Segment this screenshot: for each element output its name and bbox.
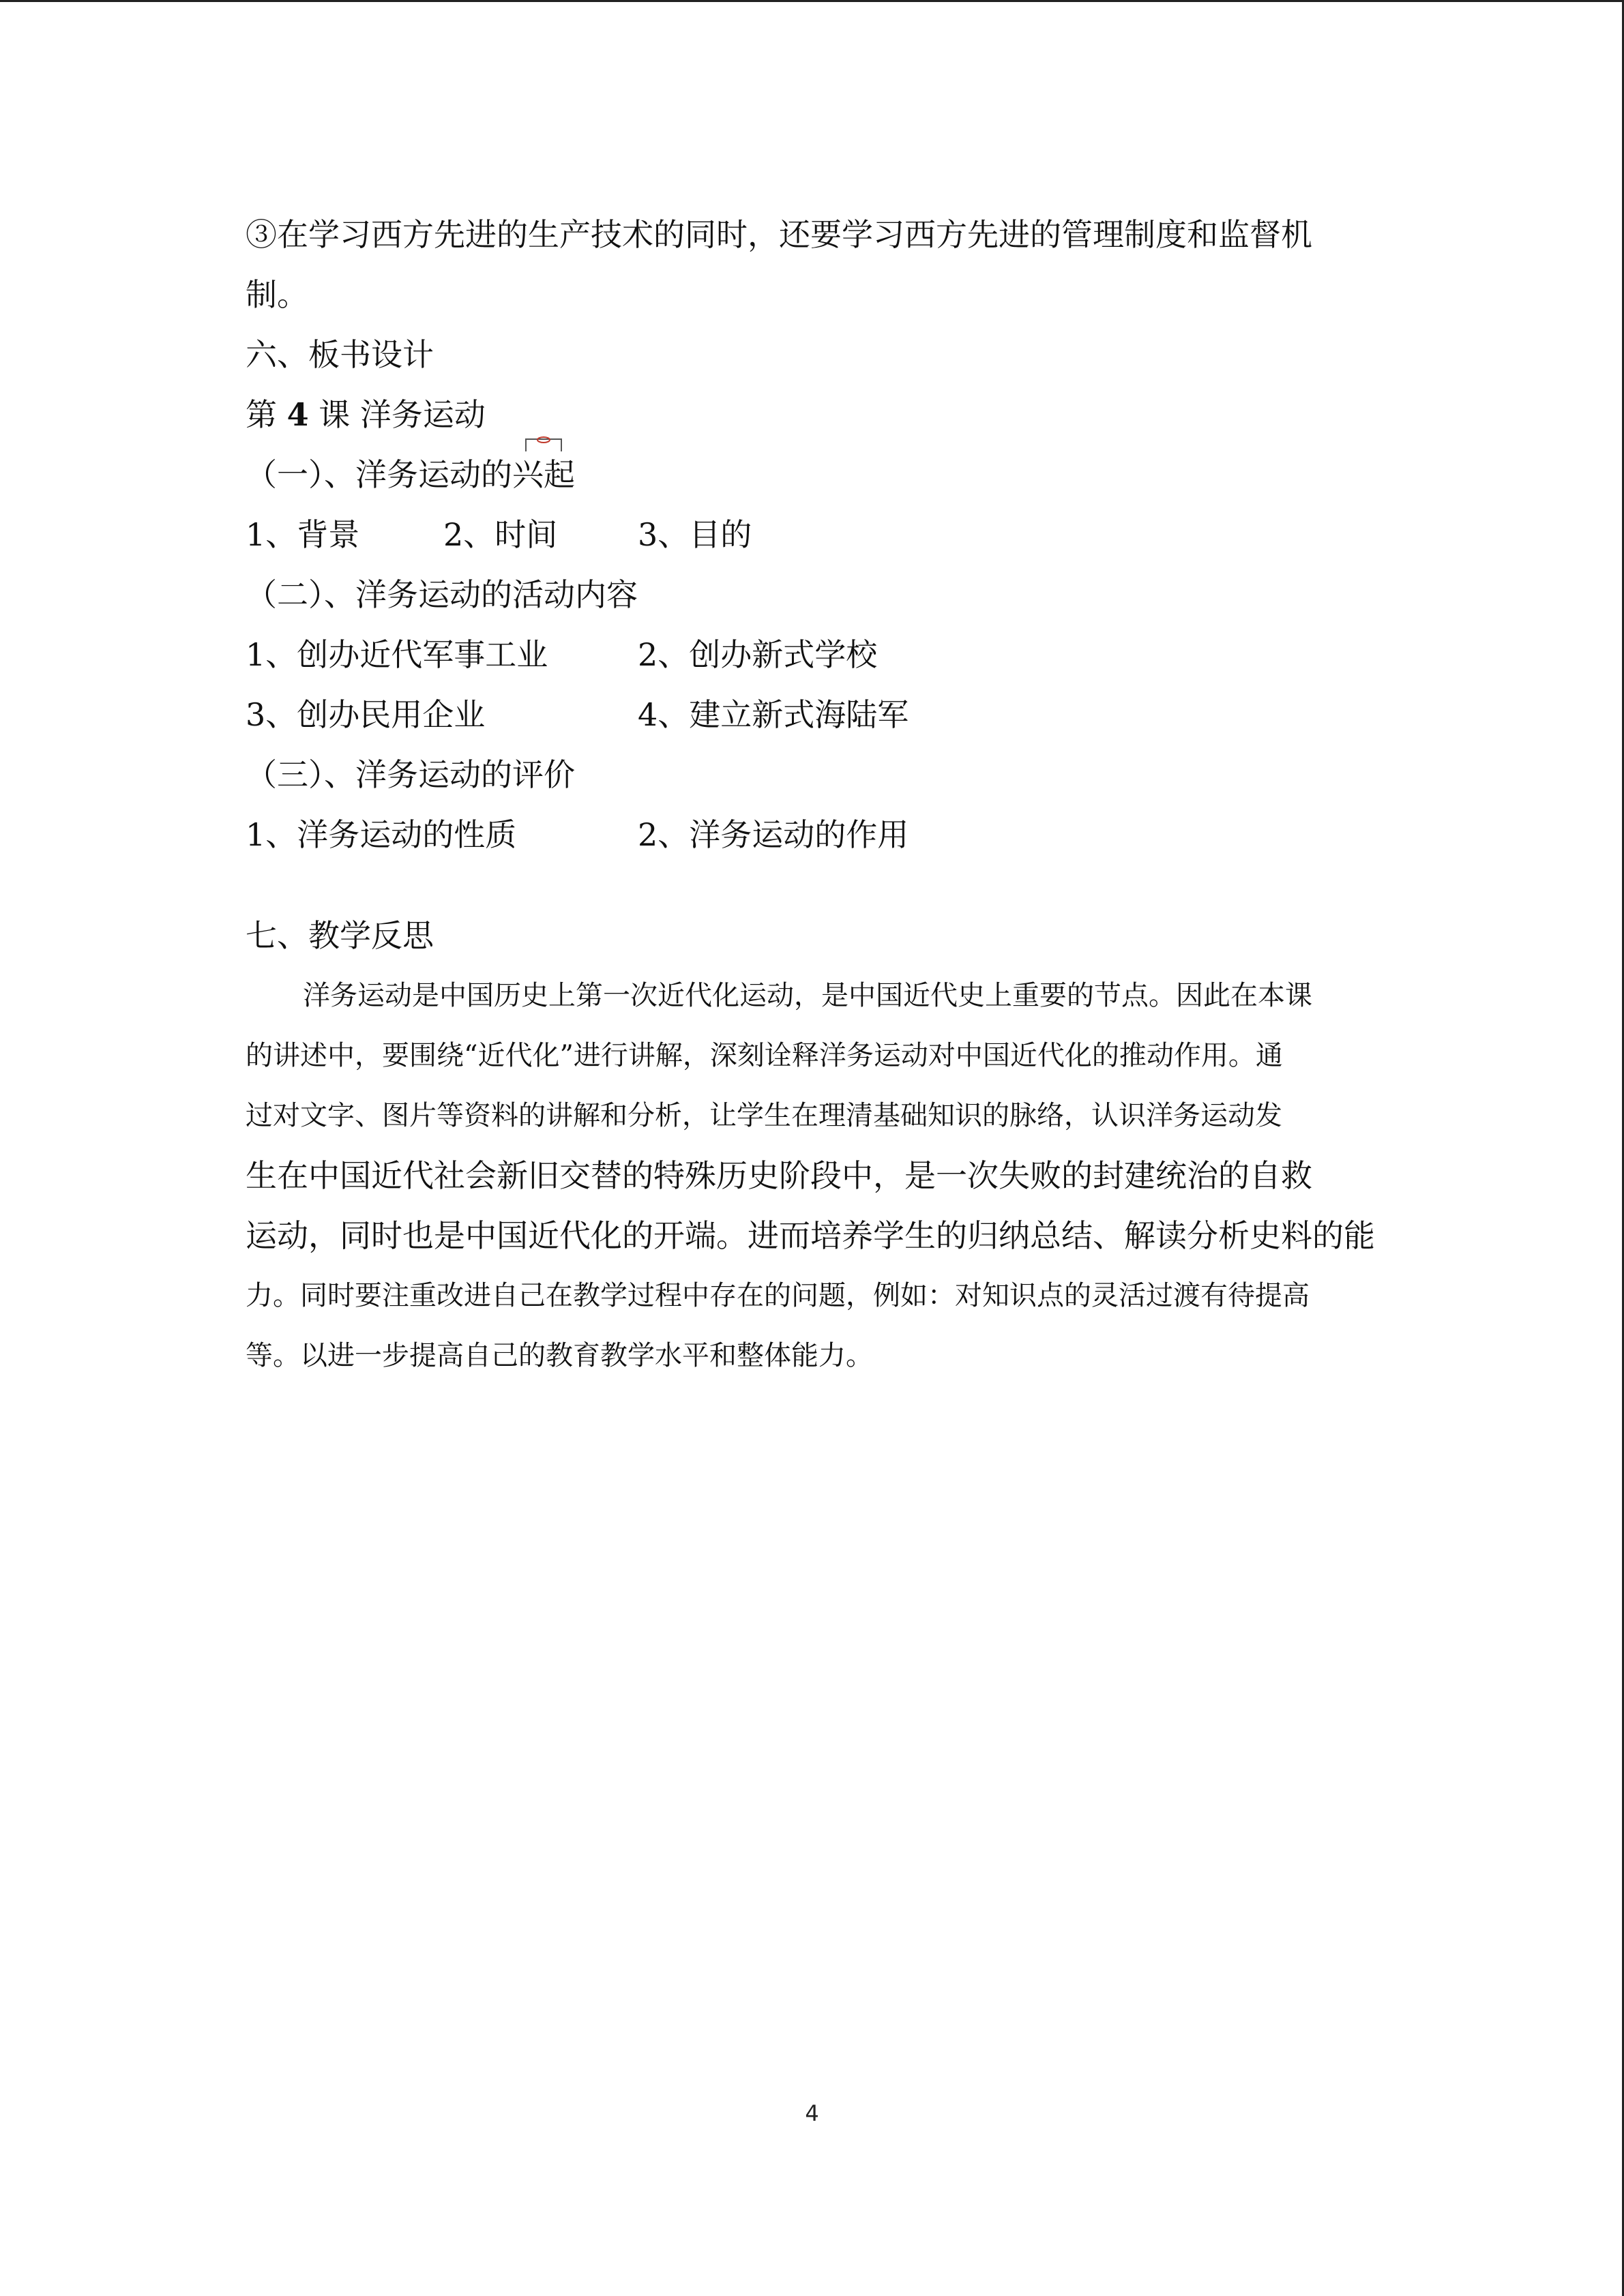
part-1-items [246,505,1378,565]
reflection-line-3: 过对文字、图片等资料的讲解和分析，让学生在理清基础知识的脉络，认识洋务运动发 [246,1100,1282,1131]
section-gap [246,865,1378,906]
section-6-heading: 六、板书设计 [246,336,434,373]
reflection-line-4: 生在中国近代社会新旧交替的特殊历史阶段中，是一次失败的封建统治的自救 [246,1157,1312,1194]
part-1-item-3: 3、目的 [638,516,752,553]
part-3-item-2: 2、洋务运动的作用 [638,816,909,853]
part-2-item-3: 3、创办民用企业 [246,696,486,733]
part-2-items-row-2 [246,685,1378,745]
reflection-line-6: 力。同时要注重改进自己在教学过程中存在的问题，例如：对知识点的灵活过渡有待提高 [246,1280,1310,1311]
reflection-line-5: 运动，同时也是中国近代化的开端。进而培养学生的归纳总结、解读分析史料的能 [246,1217,1375,1254]
document-body [246,205,1378,1386]
part-1-heading: （一）、洋务运动的兴起 [246,456,575,493]
part-1-item-2: 2、时间 [443,516,558,553]
part-2-heading: （二）、洋务运动的活动内容 [246,576,638,613]
part-3-item-1: 1、洋务运动的性质 [246,816,517,853]
lesson-title [246,385,1378,445]
part-3-heading: （三）、洋务运动的评价 [246,756,575,793]
lesson-suffix: 课 洋务运动 [308,396,486,433]
reflection-line-7: 等。以进一步提高自己的教育教学水平和整体能力。 [246,1340,873,1371]
stamp-icon [523,412,564,431]
section-7-heading: 七、教学反思 [246,917,434,954]
reflection-line-2: 的讲述中，要围绕“近代化”进行讲解，深刻诠释洋务运动对中国近代化的推动作用。通 [246,1040,1283,1071]
part-1-item-1: 1、背景 [246,516,360,553]
part-2-item-4: 4、建立新式海陆军 [638,696,909,733]
page-number: 4 [805,2100,819,2126]
part-2-item-1: 1、创办近代军事工业 [246,636,548,673]
continuation-line-1: ③在学习西方先进的生产技术的同时，还要学习西方先进的管理制度和监督机 [246,216,1312,253]
part-2-item-2: 2、创办新式学校 [638,636,878,673]
lesson-prefix: 第 [246,396,287,433]
continuation-line-2: 制。 [246,276,308,313]
part-3-items [246,805,1378,865]
lesson-number: 4 [286,396,309,433]
page-border-top [0,0,1624,2]
part-2-items-row-1 [246,625,1378,685]
reflection-line-1: 洋务运动是中国历史上第一次近代化运动，是中国近代史上重要的节点。因此在本课 [303,980,1312,1011]
